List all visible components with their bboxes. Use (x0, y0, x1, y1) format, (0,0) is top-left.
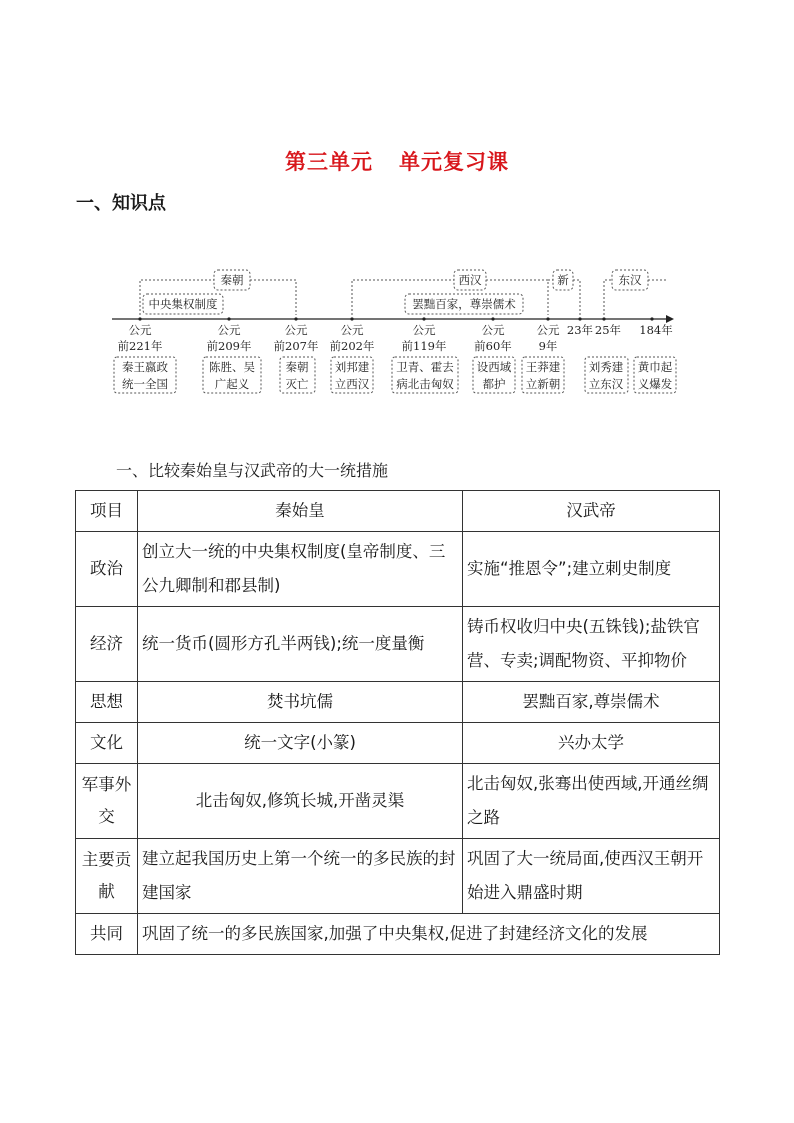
table-row (76, 839, 720, 914)
event-label: 刘秀建 (588, 360, 624, 374)
event-label: 黄巾起 (637, 360, 673, 374)
period-note: 罢黜百家，尊崇儒术 (412, 297, 516, 311)
date-label: 前221年 (117, 339, 163, 353)
date-label: 9年 (538, 339, 558, 353)
date-label: 25年 (594, 323, 622, 337)
title-unit: 第三单元 (285, 150, 373, 174)
event-label: 秦朝 (285, 360, 309, 374)
event-label: 卫青、霍去 (396, 360, 454, 374)
date-label: 公元 (412, 323, 436, 337)
date-label: 前60年 (474, 339, 512, 353)
table-row (76, 723, 720, 764)
common-cell: 巩固了统一的多民族国家,加强了中央集权,促进了封建经济文化的发展 (138, 914, 720, 955)
table-header-row (76, 491, 720, 532)
table-row (76, 532, 720, 607)
han-cell: 兴办太学 (463, 723, 720, 764)
period-western-han: 西汉 (458, 273, 482, 287)
event-label: 刘邦建 (334, 360, 370, 374)
date-label: 公元 (217, 323, 241, 337)
event-label: 设西域 (476, 360, 512, 374)
event-label: 义爆发 (637, 377, 673, 391)
period-note: 中央集权制度 (148, 297, 218, 311)
event-label: 都护 (482, 377, 506, 391)
event-label: 陈胜、吴 (209, 360, 255, 374)
comparison-table (75, 490, 720, 955)
date-label: 前119年 (401, 339, 447, 353)
han-cell: 巩固了大一统局面,使西汉王朝开始进入鼎盛时期 (463, 839, 720, 914)
date-label: 前207年 (273, 339, 319, 353)
row-item: 文化 (76, 723, 138, 764)
date-label: 公元 (481, 323, 505, 337)
event-label: 病北击匈奴 (396, 377, 454, 391)
table-row (76, 607, 720, 682)
qin-cell: 统一货币(圆形方孔半两钱);统一度量衡 (138, 607, 463, 682)
event-label: 广起义 (214, 377, 250, 391)
timeline-diagram (0, 0, 794, 420)
row-item: 政治 (76, 532, 138, 607)
table-row (76, 682, 720, 723)
event-label: 秦王嬴政 (122, 360, 168, 374)
event-label: 立东汉 (588, 377, 624, 391)
event-label: 立西汉 (334, 377, 370, 391)
date-label: 公元 (340, 323, 364, 337)
event-label: 统一全国 (122, 377, 168, 391)
row-item: 共同 (76, 914, 138, 955)
table-row (76, 764, 720, 839)
event-label: 灭亡 (285, 377, 309, 391)
section-heading: 一、知识点 (76, 193, 166, 214)
header-cell: 汉武帝 (463, 491, 720, 532)
date-label: 23年 (566, 323, 594, 337)
han-cell: 实施“推恩令”;建立刺史制度 (463, 532, 720, 607)
date-label: 公元 (536, 323, 560, 337)
row-item: 思想 (76, 682, 138, 723)
table-row (76, 914, 720, 955)
row-item: 经济 (76, 607, 138, 682)
table-caption: 一、比较秦始皇与汉武帝的大一统措施 (116, 461, 389, 480)
event-label: 立新朝 (525, 377, 561, 391)
header-cell: 秦始皇 (138, 491, 463, 532)
qin-cell: 建立起我国历史上第一个统一的多民族的封建国家 (138, 839, 463, 914)
han-cell: 罢黜百家,尊崇儒术 (463, 682, 720, 723)
header-cell: 项目 (76, 491, 138, 532)
date-label: 前209年 (206, 339, 252, 353)
date-label: 公元 (284, 323, 308, 337)
period-qin: 秦朝 (220, 273, 244, 287)
qin-cell: 创立大一统的中央集权制度(皇帝制度、三公九卿制和郡县制) (138, 532, 463, 607)
event-label: 王莽建 (525, 360, 561, 374)
period-xin: 新 (557, 273, 569, 287)
period-eastern-han: 东汉 (618, 273, 642, 287)
date-label: 184年 (639, 323, 673, 337)
row-item: 主要贡献 (76, 839, 138, 914)
han-cell: 北击匈奴,张骞出使西域,开通丝绸之路 (463, 764, 720, 839)
han-cell: 铸币权收归中央(五铢钱);盐铁官营、专卖;调配物资、平抑物价 (463, 607, 720, 682)
date-label: 公元 (128, 323, 152, 337)
title-review: 单元复习课 (399, 150, 509, 174)
row-item: 军事外交 (76, 764, 138, 839)
qin-cell: 统一文字(小篆) (138, 723, 463, 764)
qin-cell: 北击匈奴,修筑长城,开凿灵渠 (138, 764, 463, 839)
date-label: 前202年 (329, 339, 375, 353)
qin-cell: 焚书坑儒 (138, 682, 463, 723)
